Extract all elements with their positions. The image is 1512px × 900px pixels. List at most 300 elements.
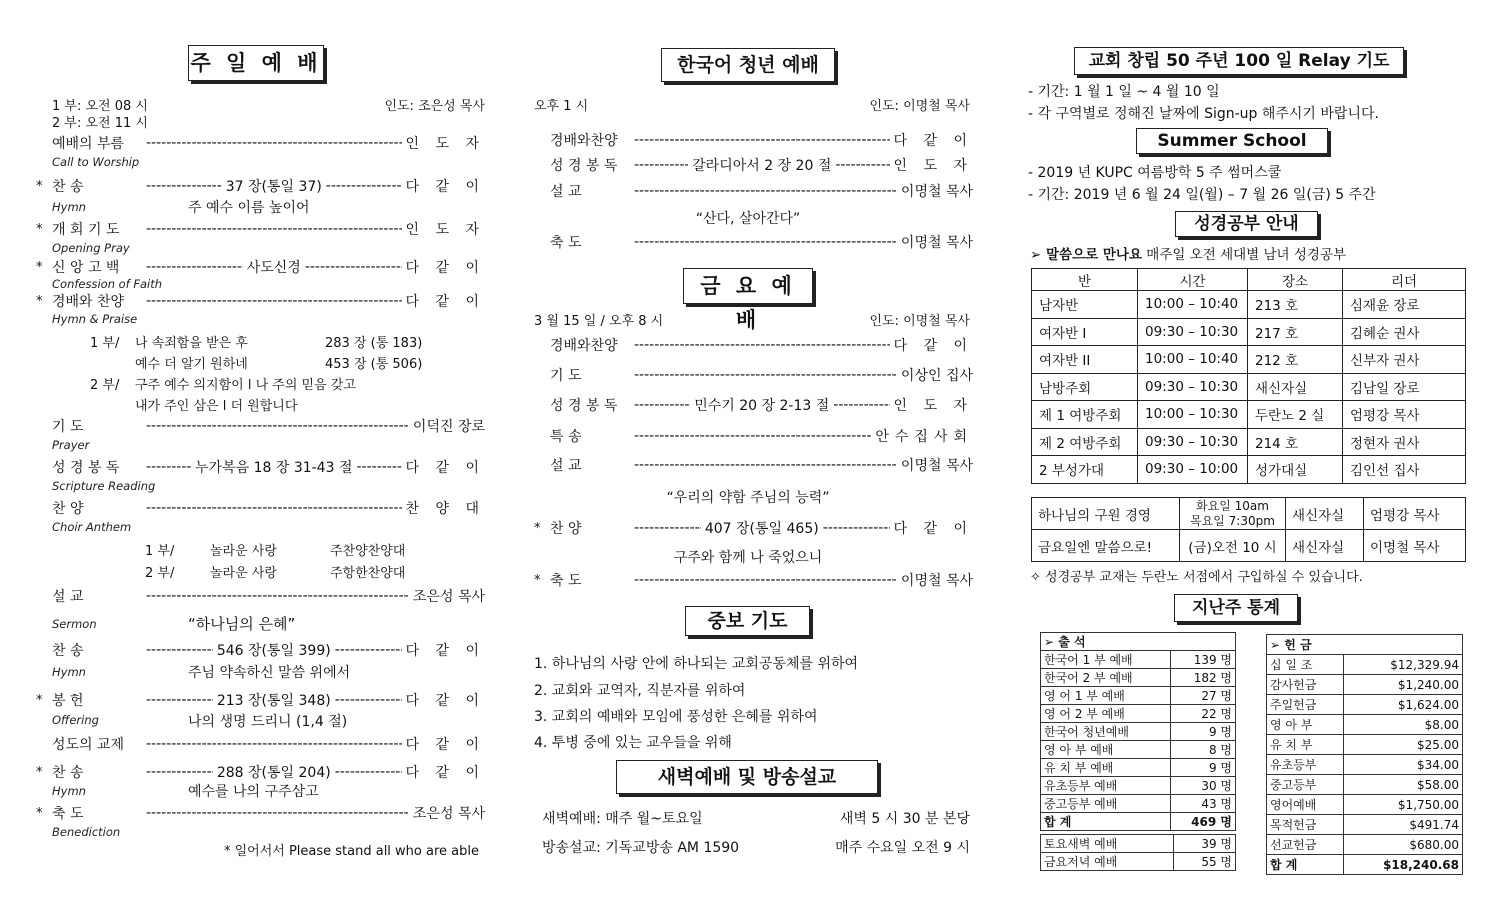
offering-amount: $1,624.00 [1343,695,1462,715]
table-row [1267,675,1463,695]
item-responsible: 이명철 목사 [900,573,973,589]
english-label: Prayer [52,438,90,452]
item-detail: 사도신경 [246,260,301,276]
stand-mark: * [36,692,43,708]
table-row [1041,777,1236,795]
leader-dots [835,157,889,173]
offering-amount: $25.00 [1343,735,1462,755]
item-detail: 407 장(통일 465) [704,521,819,537]
table-cell: 김남일 장로 [1343,373,1466,401]
item-subtitle: 예수를 나의 구주삼고 [188,784,319,800]
table-row [1041,651,1236,669]
table-cell: 여자반 I [1032,318,1138,346]
friday-hymn-title: 구주와 함께 나 죽었으니 [673,550,823,566]
table-row [1032,428,1466,456]
table-row [1041,723,1236,741]
item-responsible: 다 같 이 [405,294,485,310]
attendance-label: 중고등부 예배 [1041,795,1171,813]
table-cell [1180,498,1286,530]
table-header-row [1032,269,1466,291]
table-cell: 10:00 – 10:30 [1138,401,1248,429]
table-cell: 217 호 [1248,318,1343,346]
item-label: 특 송 [550,429,582,445]
worship-item [52,586,485,606]
attendance-count: 43 명 [1170,795,1235,813]
item-subtitle: 나의 생명 드리니 (1,4 절) [188,714,348,730]
worship-item [550,155,973,175]
item-detail: 213 장(통일 348) [216,693,331,709]
stand-mark: * [36,178,43,194]
friday-leader: 인도: 이명철 목사 [869,314,970,329]
offering-label: 감사헌금 [1267,675,1344,695]
prayer-item: 2. 교회와 교역자, 직분자를 위하여 [534,683,746,699]
attendance-label: 영 아 부 예배 [1041,741,1171,759]
dawn-service-time: 새벽 5 시 30 분 본당 [839,811,970,827]
leader-dots [326,178,402,194]
leader-dots [634,367,897,383]
item-label: 기 도 [550,368,582,384]
offering-amount: $8.00 [1343,715,1462,735]
offering-label: 유 치 부 [1267,735,1344,755]
stand-mark: * [36,764,43,780]
table-cell: 2 부성가대 [1032,456,1138,484]
item-label: 찬 송 [52,643,84,659]
english-label: Benediction [52,825,121,839]
relay-prayer-title: 교회 창립 50 주년 100 일 Relay 기도 [1074,47,1404,75]
praise-song: 나 속죄함을 받은 후 [135,336,248,351]
table-cell: 두란노 2 실 [1248,401,1343,429]
english-label: Offering [52,713,99,727]
broadcast-station: 방송설교: 기독교방송 AM 1590 [542,840,740,856]
worship-item [550,130,973,150]
item-responsible: 이명철 목사 [900,458,973,474]
table-cell: 이명철 목사 [1364,530,1466,562]
table-row [1267,735,1463,755]
table-row [1267,655,1463,675]
youth-service-title: 한국어 청년 예배 [661,48,835,82]
sunday-service-title: 주 일 예 배 [188,45,324,81]
item-responsible: 인 도 자 [893,158,973,174]
table-row [1032,318,1466,346]
column-header: 시간 [1138,269,1248,291]
offering-label: 십 일 조 [1267,655,1344,675]
attendance-label: 유초등부 예배 [1041,777,1171,795]
leader-dots [634,337,890,353]
leader-dots [634,132,890,148]
worship-item [550,335,973,355]
right-column [1028,0,1473,900]
table-cell: 제 1 여방주회 [1032,401,1138,429]
table-cell: 김혜순 권사 [1343,318,1466,346]
friday-time: 3 월 15 일 / 오후 8 시 [534,314,664,329]
table-cell: 엄평강 목사 [1343,401,1466,429]
table-row [1267,715,1463,735]
item-label: 찬 양 [550,521,582,537]
table-row [1032,498,1466,530]
worship-item [52,640,485,660]
item-responsible: 다 같 이 [405,693,486,709]
table-row [1032,346,1466,374]
summer-school-title: Summer School [1136,128,1328,154]
english-label: Choir Anthem [52,520,132,534]
offering-label: 영 아 부 [1267,715,1344,735]
table-cell: 남방주회 [1032,373,1138,401]
middle-column [528,0,978,900]
table-cell: 심재윤 장로 [1343,291,1466,319]
worship-item [534,570,973,590]
worship-item [36,219,485,239]
leader-dots [146,642,213,658]
broadcast-time: 매주 수요일 오전 9 시 [835,840,970,856]
prayer-item: 1. 하나님의 사랑 안에 하나되는 교회공동체를 위하여 [534,656,859,672]
item-responsible: 이명철 목사 [900,235,973,251]
leader-dots [146,736,402,752]
attendance-header: ➢ 출 석 [1041,633,1236,651]
table-row [1267,775,1463,795]
offering-label: 중고등부 [1267,775,1344,795]
table-cell: 여자반 II [1032,346,1138,374]
youth-leader: 인도: 이명철 목사 [869,99,970,114]
friday-sermon-title: “우리의 약함 주님의 능력” [666,490,830,506]
summer-school-period: - 기간: 2019 년 6 월 24 일(월) – 7 월 26 일(금) 5 주간 [1028,187,1376,203]
leader-dots [335,692,402,708]
column-header: 반 [1032,269,1138,291]
item-label: 설 교 [52,589,84,605]
item-label: 성 경 봉 독 [550,398,618,414]
table-row [1267,815,1463,835]
table-cell: 09:30 – 10:30 [1138,428,1248,456]
bible-study-table [1031,268,1466,484]
english-label: Opening Pray [52,241,130,255]
item-label: 경배와찬양 [550,133,618,149]
attendance-label: 영 어 2 부 예배 [1041,705,1171,723]
attendance-count: 39 명 [1173,835,1235,853]
table-row [1041,669,1236,687]
attendance-count: 139 명 [1170,651,1235,669]
attendance-label: 영 어 1 부 예배 [1041,687,1171,705]
item-detail: 288 장(통일 204) [216,765,331,781]
leader-dots [146,692,213,708]
friday-service-title: 금 요 예 배 [683,268,813,304]
offering-total-row [1267,855,1463,875]
attendance-count: 22 명 [1170,705,1235,723]
leader-dots [146,221,402,237]
choir-part-2: 2 부/ [145,566,175,581]
column-header: 리더 [1343,269,1466,291]
dawn-service-days: 새벽예배: 매주 월~토요일 [542,811,703,827]
item-label: 찬 송 [52,765,84,781]
item-responsible: 인 도 자 [405,136,485,152]
table-cell: 남자반 [1032,291,1138,319]
table-cell: 신부자 권사 [1343,346,1466,374]
item-responsible: 다 같 이 [405,737,485,753]
table-row [1267,755,1463,775]
bible-study-title: 성경공부 안내 [1175,211,1318,237]
item-responsible: 조은성 목사 [412,806,485,822]
item-responsible: 다 같 이 [405,260,485,276]
item-detail: 546 장(통일 399) [216,643,331,659]
worship-item [52,734,485,754]
item-label: 성 경 봉 독 [52,460,120,476]
bible-study-intro: 매주일 오전 세대별 남녀 성경공부 [1146,247,1347,263]
offering-amount: $680.00 [1343,835,1462,855]
item-subtitle: 주님 약속하신 말씀 위에서 [188,665,351,681]
english-label: Scripture Reading [52,479,156,493]
table-cell: 212 호 [1248,346,1343,374]
column-header: 장소 [1248,269,1343,291]
table-row [1032,456,1466,484]
item-label: 개 회 기 도 [52,222,120,238]
praise-part-1: 1 부/ [90,336,120,351]
offering-label: 선교헌금 [1267,835,1344,855]
worship-item [36,291,485,311]
worship-item [550,455,973,475]
item-subtitle: 주 예수 이름 높이어 [188,200,310,216]
item-label: 기 도 [52,419,84,435]
attendance-label: 유 치 부 예배 [1041,759,1171,777]
item-responsible: 이명철 목사 [900,184,973,200]
item-label: 성도의 교제 [52,737,125,753]
attendance-label: 금요저녁 예배 [1041,853,1174,871]
offering-label: 주일헌금 [1267,695,1344,715]
table-cell: 새신자실 [1248,373,1343,401]
leader-dots [356,459,401,475]
offering-header: ➢ 헌 금 [1267,635,1463,655]
worship-item [550,232,973,252]
prayer-title: 중보 기도 [685,606,810,636]
leader-dots [335,642,402,658]
offering-amount: $12,329.94 [1343,655,1462,675]
sunday-service-column [30,0,485,900]
item-label: 설 교 [550,458,582,474]
attendance-label: 한국어 1 부 예배 [1041,651,1171,669]
table-row [1267,695,1463,715]
table-cell: 성가대실 [1248,456,1343,484]
offering-label: 목적헌금 [1267,815,1344,835]
offering-total-label: 합 계 [1267,855,1344,875]
leader-dots [146,459,191,475]
table-row [1041,759,1236,777]
table-row [1267,835,1463,855]
stand-note: * 일어서서 Please stand all who are able [223,844,479,859]
english-label: Confession of Faith [52,277,163,291]
worship-item [550,181,973,201]
item-label: 성 경 봉 독 [550,158,618,174]
item-label: 봉 헌 [52,693,84,709]
worship-item [52,133,485,153]
item-responsible: 이덕진 장로 [412,419,485,435]
choir-name: 주찬양찬양대 [330,544,406,559]
item-responsible: 다 같 이 [405,179,486,195]
table-cell: 새신자실 [1286,498,1364,530]
bible-study-extra-table [1031,497,1466,562]
table-cell: 제 2 여방주회 [1032,428,1138,456]
item-label: 경배와 찬양 [52,294,125,310]
item-responsible: 다 같 이 [405,765,486,781]
leader-dots [146,259,243,275]
praise-part-2: 2 부/ [90,378,120,393]
item-responsible: 조은성 목사 [412,589,485,605]
attendance-total: 469 명 [1170,813,1235,831]
leader-dots [634,183,897,199]
praise-song: 예수 더 알기 원하네 [135,357,248,372]
attendance-count: 182 명 [1170,669,1235,687]
attendance-label: 한국어 청년예배 [1041,723,1171,741]
item-label: 예배의 부름 [52,136,125,152]
item-detail: 갈라디아서 2 장 20 절 [692,158,832,174]
stand-mark: * [36,805,43,821]
stand-mark: * [534,520,541,536]
leader-dots [634,234,897,250]
praise-song: 구주 예수 의지함이 l 나 주의 믿음 갖고 [135,378,356,393]
table-row [1041,853,1236,871]
table-row [1032,373,1466,401]
worship-item [534,518,974,538]
table-row [1032,530,1466,562]
item-label: 경배와찬양 [550,338,618,354]
bible-study-note: ✧ 성경공부 교재는 두란노 서점에서 구입하실 수 있습니다. [1030,570,1363,585]
leader-dots [634,572,897,588]
leader-dots [146,293,402,309]
english-label: Hymn & Praise [52,312,138,326]
youth-sermon-title: “산다, 살아간다” [695,211,801,227]
choir-song: 놀라운 사랑 [210,544,277,559]
choir-name: 주항한찬양대 [330,566,406,581]
table-row [1041,795,1236,813]
table-cell: 김인선 집사 [1343,456,1466,484]
choir-part-1: 1 부/ [145,544,175,559]
item-detail: 누가복음 18 장 31-43 절 [195,460,353,476]
service-leader: 인도: 조은성 목사 [384,99,485,114]
table-row [1032,291,1466,319]
english-label: Sermon [52,617,97,631]
prayer-item: 3. 교회의 예배와 모임에 풍성한 은혜를 위하여 [534,709,818,725]
stand-mark: * [36,259,43,275]
leader-dots [305,259,402,275]
cell-line: 목요일 7:30pm [1190,513,1275,528]
youth-time: 오후 1 시 [534,99,589,114]
leader-dots [146,764,213,780]
item-label: 찬 송 [52,179,84,195]
leader-dots [634,157,688,173]
summer-school-desc: - 2019 년 KUPC 여름방학 5 주 썸머스쿨 [1028,165,1282,181]
table-cell: 09:30 – 10:00 [1138,456,1248,484]
attendance-count: 9 명 [1170,723,1235,741]
english-label: Hymn [52,200,86,214]
table-row [1041,835,1236,853]
english-label: Call to Worship [52,155,140,169]
worship-item [52,498,485,518]
cell-line: 화요일 10am [1196,498,1269,513]
attendance-count: 9 명 [1170,759,1235,777]
attendance-total-label: 합 계 [1041,813,1171,831]
leader-dots [146,178,222,194]
table-cell: 정현자 권사 [1343,428,1466,456]
worship-item [36,176,486,196]
offering-label: 영어예배 [1267,795,1344,815]
attendance-count: 55 명 [1173,853,1235,871]
leader-dots [634,397,690,413]
item-responsible: 안수집사회 [875,429,973,445]
attendance-count: 8 명 [1170,741,1235,759]
leader-dots [146,500,402,516]
item-responsible: 이상인 집사 [900,368,973,384]
worship-item [36,762,486,782]
attendance-total-row [1041,813,1236,831]
attendance-extra-table [1040,834,1236,871]
item-responsible: 인 도 자 [405,222,485,238]
leader-dots [823,520,890,536]
worship-item [36,690,486,710]
item-responsible: 다 같 이 [405,643,486,659]
worship-item [36,257,485,277]
table-cell: 엄평강 목사 [1364,498,1466,530]
bible-study-intro-title: ➢ 말씀으로 만나요 [1030,247,1142,263]
table-row [1041,687,1236,705]
item-responsible: 다 같 이 [405,460,485,476]
leader-dots [833,397,889,413]
item-responsible: 다 같 이 [893,133,973,149]
item-detail: 민수기 20 장 2-13 절 [694,398,830,414]
choir-song: 놀라운 사랑 [210,566,277,581]
item-label: 축 도 [550,235,582,251]
stand-mark: * [36,221,43,237]
table-cell: 새신자실 [1286,530,1364,562]
attendance-label: 토요새벽 예배 [1041,835,1174,853]
relay-period: - 기간: 1 월 1 일 ~ 4 월 10 일 [1028,84,1220,100]
service-time-2: 2 부: 오전 11 시 [52,116,148,131]
attendance-count: 27 명 [1170,687,1235,705]
attendance-label: 한국어 2 부 예배 [1041,669,1171,687]
attendance-count: 30 명 [1170,777,1235,795]
item-responsible: 인 도 자 [893,398,973,414]
offering-header-row [1267,635,1463,655]
table-cell: 10:00 – 10:40 [1138,346,1248,374]
offering-amount: $58.00 [1343,775,1462,795]
item-label: 신 앙 고 백 [52,260,120,276]
stand-mark: * [534,572,541,588]
table-cell: 금요일엔 말씀으로! [1032,530,1180,562]
stand-mark: * [36,293,43,309]
leader-dots [634,520,701,536]
item-responsible: 다 같 이 [893,521,974,537]
item-detail: 37 장(통일 37) [225,179,322,195]
worship-item [52,416,485,436]
praise-hymn-number: 453 장 (통 506) [325,357,423,372]
item-responsible: 찬 양 대 [405,501,485,517]
offering-total: $18,240.68 [1343,855,1462,875]
worship-item [52,457,485,477]
relay-signup: - 각 구역별로 정해진 날짜에 Sign-up 해주시기 바랍니다. [1028,106,1379,122]
offering-label: 유초등부 [1267,755,1344,775]
item-label: 축 도 [550,573,582,589]
dawn-broadcast-title: 새벽예배 및 방송설교 [616,760,878,794]
statistics-title: 지난주 통계 [1174,594,1298,622]
attendance-header-row [1041,633,1236,651]
english-label: Hymn [52,784,86,798]
leader-dots [146,418,409,434]
leader-dots [335,764,402,780]
leader-dots [146,588,409,604]
table-row [1041,705,1236,723]
table-cell: 213 호 [1248,291,1343,319]
table-cell: (금)오전 10 시 [1180,530,1286,562]
praise-hymn-number: 283 장 (통 183) [325,336,423,351]
item-subtitle: “하나님의 은혜” [188,615,296,633]
attendance-table [1040,632,1236,831]
leader-dots [634,428,871,444]
item-label: 축 도 [52,806,84,822]
